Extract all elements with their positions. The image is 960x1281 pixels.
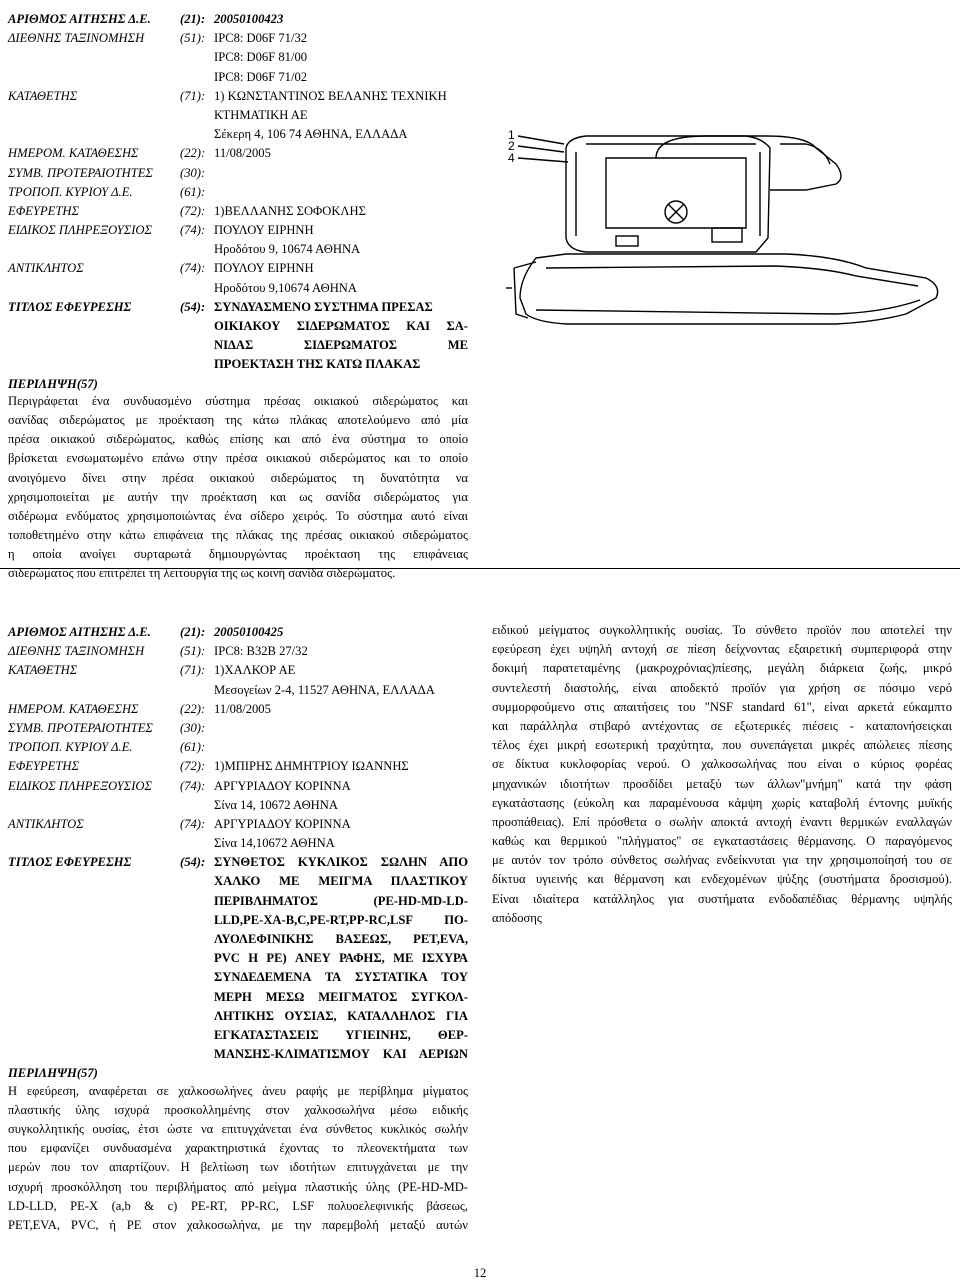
title-line: ΕΓΚΑΤΑΣΤΑΣΕΙΣ ΥΓΙΕΙΝΗΣ, ΘΕΡ-	[214, 1027, 468, 1042]
abstract-line: LD-LLD, PE-X (a,b & c) PE-RT, PP-RC, LSF πολυοελεφινικής βάσεως,	[8, 1198, 468, 1213]
field-row	[8, 87, 468, 106]
drawing-label-2: 2	[508, 139, 515, 153]
field-code: (21):	[180, 625, 206, 639]
record-1-title-row	[8, 298, 468, 375]
field-value: IPC8: D06F 81/00	[214, 50, 308, 65]
record-2-title	[214, 853, 468, 1064]
record-2-continuation	[492, 623, 952, 930]
field-row	[8, 719, 468, 738]
title-label: ΤΙΤΛΟΣ ΕΦΕΥΡΕΣΗΣ	[8, 855, 132, 870]
abstract-line: με αυτόν τον τρόπο σύνθετος σωλήνας ενδείκνυται για την χρησιμοποίησή του σε	[492, 853, 952, 868]
abstract-line: πρέσα οικιακού σιδερώματος, καθώς επίσης και από ένα σύστημα το οποίο	[8, 432, 468, 447]
abstract-line: χρησιμοποιείται με αυτήν την προέκταση και ως σανίδα σιδερώματος για	[8, 489, 468, 504]
field-row	[8, 623, 468, 642]
abstract-line: προσπάθειας). Επί πρόσθετα ο σωλήν αποκτά αντοχή έναντι θερμικών εναλλαγών	[492, 814, 952, 829]
title-line: LLD,PE-XA-B,C,PE-RT,PP-RC,LSF ΠΟ-	[214, 912, 468, 927]
field-code: (72):	[180, 759, 206, 774]
field-row	[8, 164, 468, 183]
field-value: 20050100425	[214, 625, 284, 639]
title-line: ΣΥΝΘΕΤΟΣ ΚΥΚΛΙΚΟΣ ΣΩΛΗΝ ΑΠΟ	[214, 855, 468, 870]
field-row	[8, 757, 468, 776]
field-value: IPC8: D06F 71/32	[214, 31, 308, 46]
abstract-line: πλαστικής ύλης ισχυρά προσκολλημένης στον χαλκοσωλήνα μέσω ειδικής	[8, 1102, 468, 1117]
field-row	[8, 815, 468, 834]
abstract-line: συμμορφούμενο στις απαιτήσεις του "NSF standard 61", είναι αρκετά εύκαμπτο	[492, 699, 952, 714]
title-line: ΣΥΝΔΥΑΣΜΕΝΟ ΣΥΣΤΗΜΑ ΠΡΕΣΑΣ	[214, 299, 433, 314]
drawing-label-1: 1	[508, 128, 515, 142]
record-2	[8, 623, 468, 1237]
field-code: (22):	[180, 701, 206, 716]
field-code: (61):	[180, 740, 206, 755]
abstract-line: ειδικού μείγματος συγκολλητικής ουσίας. Το σύνθετο προϊόν που αποτελεί την	[492, 623, 952, 637]
field-label: ΕΦΕΥΡΕΤΗΣ	[8, 759, 79, 774]
title-line: ΟΙΚΙΑΚΟΥ ΣΙΔΕΡΩΜΑΤΟΣ ΚΑΙ ΣΑ-	[214, 319, 468, 333]
field-label: ΣΥΜΒ. ΠΡΟΤΕΡΑΙΟΤΗΤΕΣ	[8, 720, 153, 735]
record-1-title	[214, 298, 468, 375]
field-value: ΑΡΓΥΡΙΑΔΟΥ ΚΟΡΙΝΝΑ	[214, 778, 351, 793]
title-line: ΣΥΝΔΕΔΕΜΕΝΑ ΤΑ ΣΥΣΤΑΤΙΚΑ ΤΟΥ	[214, 970, 468, 985]
title-code: (54):	[180, 299, 206, 314]
field-value: Σέκερη 4, 106 74 ΑΘΗΝΑ, ΕΛΛΑΔΑ	[214, 127, 408, 142]
abstract-line: που εμφανίζει συνδυασμένα χαρακτηριστικά έχοντας το πλεονεκτήματα των	[8, 1141, 468, 1156]
title-line: ΛΗΤΙΚΗΣ ΟΥΣΙΑΣ, ΚΑΤΑΛΛΗΛΟΣ ΓΙΑ	[214, 1008, 468, 1023]
field-value: 20050100423	[214, 12, 284, 26]
title-line: ΠΡΟΕΚΤΑΣΗ ΤΗΣ ΚΑΤΩ ΠΛΑΚΑΣ	[214, 357, 421, 372]
field-value: 11/08/2005	[214, 701, 271, 716]
field-code: (51):	[180, 31, 206, 46]
abstract-line: συντελεστή διαστολής, είναι αποδεκτό προϊόν για χρήση σε πόσιμο νερό	[492, 680, 952, 695]
field-code: (21):	[180, 12, 206, 26]
field-row	[8, 10, 468, 29]
field-row	[8, 221, 468, 240]
field-label: ΤΡΟΠΟΠ. ΚΥΡΙΟΥ Δ.Ε.	[8, 740, 133, 755]
title-line: ΝΙΔΑΣ ΣΙΔΕΡΩΜΑΤΟΣ ΜΕ	[214, 338, 468, 353]
field-value: IPC8: B32B 27/32	[214, 644, 308, 659]
page-number: 12	[473, 1266, 487, 1280]
field-code: (30):	[180, 165, 206, 180]
abstract-line: απόδοσης	[492, 910, 542, 925]
field-value: 1) ΚΩΝΣΤΑΝΤΙΝΟΣ ΒΕΛΑΝΗΣ ΤΕΧΝΙΚΗ	[214, 88, 447, 103]
section-separator	[0, 568, 960, 569]
field-row	[8, 834, 468, 853]
abstract-line: ισχυρή προσκόλληση του περιβλήματος από μείγμα πλαστικής ύλης (PE-HD-MD-	[8, 1179, 468, 1194]
field-label: ΔΙΕΘΝΗΣ ΤΑΞΙΝΟΜΗΣΗ	[8, 31, 145, 46]
abstract-line: ανοιγόμενο δίνει στην πρέσα οικιακού σιδερώματος τη δυνατότητα να	[8, 470, 468, 485]
field-value: Μεσογείων 2-4, 11527 ΑΘΗΝΑ, ΕΛΛΑΔΑ	[214, 682, 435, 697]
abstract-line: εγκατάστασης (εύκολη και παραμένουσα κάμψη χωρίς καταβολή έντονης μυϊκής	[492, 795, 952, 810]
field-code: (74):	[180, 816, 206, 831]
field-value: ΑΡΓΥΡΙΑΔΟΥ ΚΟΡΙΝΝΑ	[214, 816, 351, 831]
title-line: PVC Η PE) ΑΝΕΥ ΡΑΦΗΣ, ΜΕ ΙΣΧΥΡΑ	[214, 951, 468, 966]
field-row	[8, 681, 468, 700]
field-value: ΠΟΥΛΟΥ ΕΙΡΗΝΗ	[214, 223, 314, 238]
field-row	[8, 700, 468, 719]
field-value: 1)ΧΑΛΚΟΡ ΑΕ	[214, 663, 296, 678]
field-label: ΕΦΕΥΡΕΤΗΣ	[8, 203, 79, 218]
record-2-abstract	[8, 1084, 468, 1238]
field-code: (30):	[180, 720, 206, 735]
field-label: ΤΡΟΠΟΠ. ΚΥΡΙΟΥ Δ.Ε.	[8, 184, 133, 199]
field-row	[8, 777, 468, 796]
field-label: ΚΑΤΑΘΕΤΗΣ	[8, 88, 78, 103]
record-1-abstract-heading: ΠΕΡΙΛΗΨΗ(57)	[8, 376, 98, 391]
abstract-line: συγκολλητικής ουσίας, έτσι ώστε να επιτυγχάνεται ένα σύνθετος κυκλικός σωλήν	[8, 1122, 468, 1136]
record-2-fields	[8, 623, 468, 853]
title-line: ΜΑΝΣΗΣ-ΚΛΙΜΑΤΙΣΜΟΥ ΚΑΙ ΑΕΡΙΩΝ	[214, 1047, 468, 1062]
patent-drawing	[506, 118, 952, 348]
abstract-line: σιδερώματος που επιτρέπει τη λειτουργία της ως κοινή σανίδα σιδερώματος.	[8, 566, 396, 581]
field-value: Ηροδότου 9, 10674 ΑΘΗΝΑ	[214, 242, 361, 257]
field-label: ΚΑΤΑΘΕΤΗΣ	[8, 663, 78, 678]
field-row	[8, 240, 468, 259]
abstract-line: εφεύρεση έχει υψηλή αντοχή σε πίεση δείχνοντας εξαιρετική συμπεριφορά στην	[492, 642, 952, 657]
field-row	[8, 125, 468, 144]
abstract-line: η οποία ανοίγει συρταρωτά δημιουργώντας προέκταση της επιφάνειας	[8, 547, 468, 562]
abstract-line: και παράλληλα στιβαρό αντέχοντας σε εξωτερικές πιέσεις - καταπονήσειςκαι	[492, 718, 952, 733]
record-2-abstract-heading: ΠΕΡΙΛΗΨΗ(57)	[8, 1066, 98, 1081]
field-value: 1)ΜΠΙΡΗΣ ΔΗΜΗΤΡΙΟΥ ΙΩΑΝΝΗΣ	[214, 759, 409, 774]
abstract-line: τοποθετημένο στην κάτω επιφάνεια της πλάκας της πρέσας οικιακού σιδερώματος	[8, 528, 468, 543]
field-value: 11/08/2005	[214, 146, 271, 161]
field-label: ΗΜΕΡΟΜ. ΚΑΤΑΘΕΣΗΣ	[8, 701, 139, 716]
field-value: ΚΤΗΜΑΤΙΚΗ ΑΕ	[214, 107, 308, 122]
abstract-line: τέλος έχει μικρή εσωτερική τραχύτητα, που συνεπάγεται μικρές απώλειες πίεσης	[492, 738, 952, 753]
field-code: (22):	[180, 146, 206, 161]
field-value: 1)ΒΕΛΛΑΝΗΣ ΣΟΦΟΚΛΗΣ	[214, 203, 366, 218]
field-value: Ηροδότου 9,10674 ΑΘΗΝΑ	[214, 280, 357, 295]
field-code: (61):	[180, 184, 206, 199]
drawing-label-4: 4	[508, 151, 515, 165]
field-label: ΕΙΔΙΚΟΣ ΠΛΗΡΕΞΟΥΣΙΟΣ	[8, 778, 152, 793]
abstract-line: μηχανικών ιδιοτήτων προσδίδει μεταξύ των άλλων"μνήμη" κατά την φάση	[492, 776, 952, 791]
title-code: (54):	[180, 855, 206, 870]
record-1-fields	[8, 10, 468, 298]
field-row	[8, 661, 468, 680]
record-2-abstract-continued	[492, 623, 952, 930]
field-label: ΑΡΙΘΜΟΣ ΑΙΤΗΣΗΣ Δ.Ε.	[8, 625, 151, 639]
abstract-line: σε δίκτυα κυκλοφορίας νερού. Ο χαλκοσωλήνας που είναι ο κύριος φορέας	[492, 757, 952, 772]
field-row	[8, 48, 468, 67]
abstract-line: δίκτυα υγιεινής και θέρμανση και ενδεχομένων ψύξης (συστήματα δροσισμού).	[492, 872, 952, 887]
title-line: ΛΥΟΛΕΦΙΝΙΚΗΣ ΒΑΣΕΩΣ, PET,EVA,	[214, 932, 468, 946]
field-code: (51):	[180, 644, 206, 659]
field-code: (71):	[180, 88, 206, 103]
field-label: ΣΥΜΒ. ΠΡΟΤΕΡΑΙΟΤΗΤΕΣ	[8, 165, 153, 180]
field-row	[8, 796, 468, 815]
record-1	[8, 10, 468, 586]
field-row	[8, 738, 468, 757]
field-row	[8, 106, 468, 125]
record-2-title-row	[8, 853, 468, 1064]
field-code: (74):	[180, 223, 206, 238]
abstract-line: PET,EVA, PVC, ή PE στον χαλκοσωλήνα, με την παρεμβολή μεταξύ αυτών	[8, 1217, 468, 1232]
abstract-line: σανίδας σιδερώματος με προέκταση της κάτω πλάκας αποτελούμενο από μία	[8, 412, 468, 427]
abstract-line: σιδέρωμα ενδύματος χρησιμοποιώντας ένα σίδερο χειρός. Το σύστημα αυτό είναι	[8, 508, 468, 523]
field-code: (74):	[180, 261, 206, 276]
field-row	[8, 144, 468, 163]
field-row	[8, 202, 468, 221]
field-label: ΔΙΕΘΝΗΣ ΤΑΞΙΝΟΜΗΣΗ	[8, 644, 145, 659]
title-line: ΜΕΡΗ ΜΕΣΩ ΜΕΙΓΜΑΤΟΣ ΣΥΓΚΟΛ-	[214, 989, 468, 1004]
title-line: ΧΑΛΚΟ ΜΕ ΜΕΙΓΜΑ ΠΛΑΣΤΙΚΟΥ	[214, 874, 468, 889]
abstract-line: δοκιμή παρατεταμένης (μακροχρόνιας)πίεσης, μεγάλη διάρκεια ζωής, μικρό	[492, 661, 952, 676]
field-value: IPC8: D06F 71/02	[214, 69, 308, 84]
field-row	[8, 183, 468, 202]
abstract-line: Περιγράφεται ένα συνδυασμένο σύστημα πρέσας οικιακού σιδερώματος και	[8, 393, 468, 408]
field-value: Σίνα 14, 10672 ΑΘΗΝΑ	[214, 797, 338, 812]
abstract-line: βρίσκεται ενσωματωμένο επάνω στην πρέσα οικιακού σιδερώματος και το οποίο	[8, 451, 468, 466]
field-code: (74):	[180, 778, 206, 793]
abstract-line: Η εφεύρεση, αναφέρεται σε χαλκοσωλήνες άνευ ραφής με περίβλημα μίγματος	[8, 1083, 468, 1098]
field-label: ΑΝΤΙΚΛΗΤΟΣ	[8, 261, 84, 276]
abstract-line: Είναι ιδιαίτερα κατάλληλος για συστήματα ενδοδαπέδιας θέρμανης υψηλής	[492, 891, 952, 906]
field-row	[8, 68, 468, 87]
field-label: ΗΜΕΡΟΜ. ΚΑΤΑΘΕΣΗΣ	[8, 146, 139, 161]
record-1-abstract	[8, 394, 468, 586]
abstract-line: μερών που τον απαρτίζουν. Η βελτίωση των ιδοτήτων επιτυγχάνεται με την	[8, 1160, 468, 1175]
title-line: ΠΕΡΙΒΛΗΜΑΤΟΣ (PE-HD-MD-LD-	[214, 893, 468, 908]
title-label: ΤΙΤΛΟΣ ΕΦΕΥΡΕΣΗΣ	[8, 299, 132, 314]
field-row	[8, 642, 468, 661]
field-row	[8, 29, 468, 48]
field-label: ΑΡΙΘΜΟΣ ΑΙΤΗΣΗΣ Δ.Ε.	[8, 12, 151, 26]
field-row	[8, 259, 468, 278]
field-label: ΕΙΔΙΚΟΣ ΠΛΗΡΕΞΟΥΣΙΟΣ	[8, 223, 152, 238]
field-code: (72):	[180, 203, 206, 218]
field-value: ΠΟΥΛΟΥ ΕΙΡΗΝΗ	[214, 261, 314, 276]
field-row	[8, 279, 468, 298]
abstract-line: καθώς και θερμικού "πλήγματος" σε εγκαταστάσεις θέρμανσης. Ο παραγόμενος	[492, 834, 952, 849]
field-code: (71):	[180, 663, 206, 678]
field-value: Σίνα 14,10672 ΑΘΗΝΑ	[214, 836, 335, 851]
field-label: ΑΝΤΙΚΛΗΤΟΣ	[8, 816, 84, 831]
